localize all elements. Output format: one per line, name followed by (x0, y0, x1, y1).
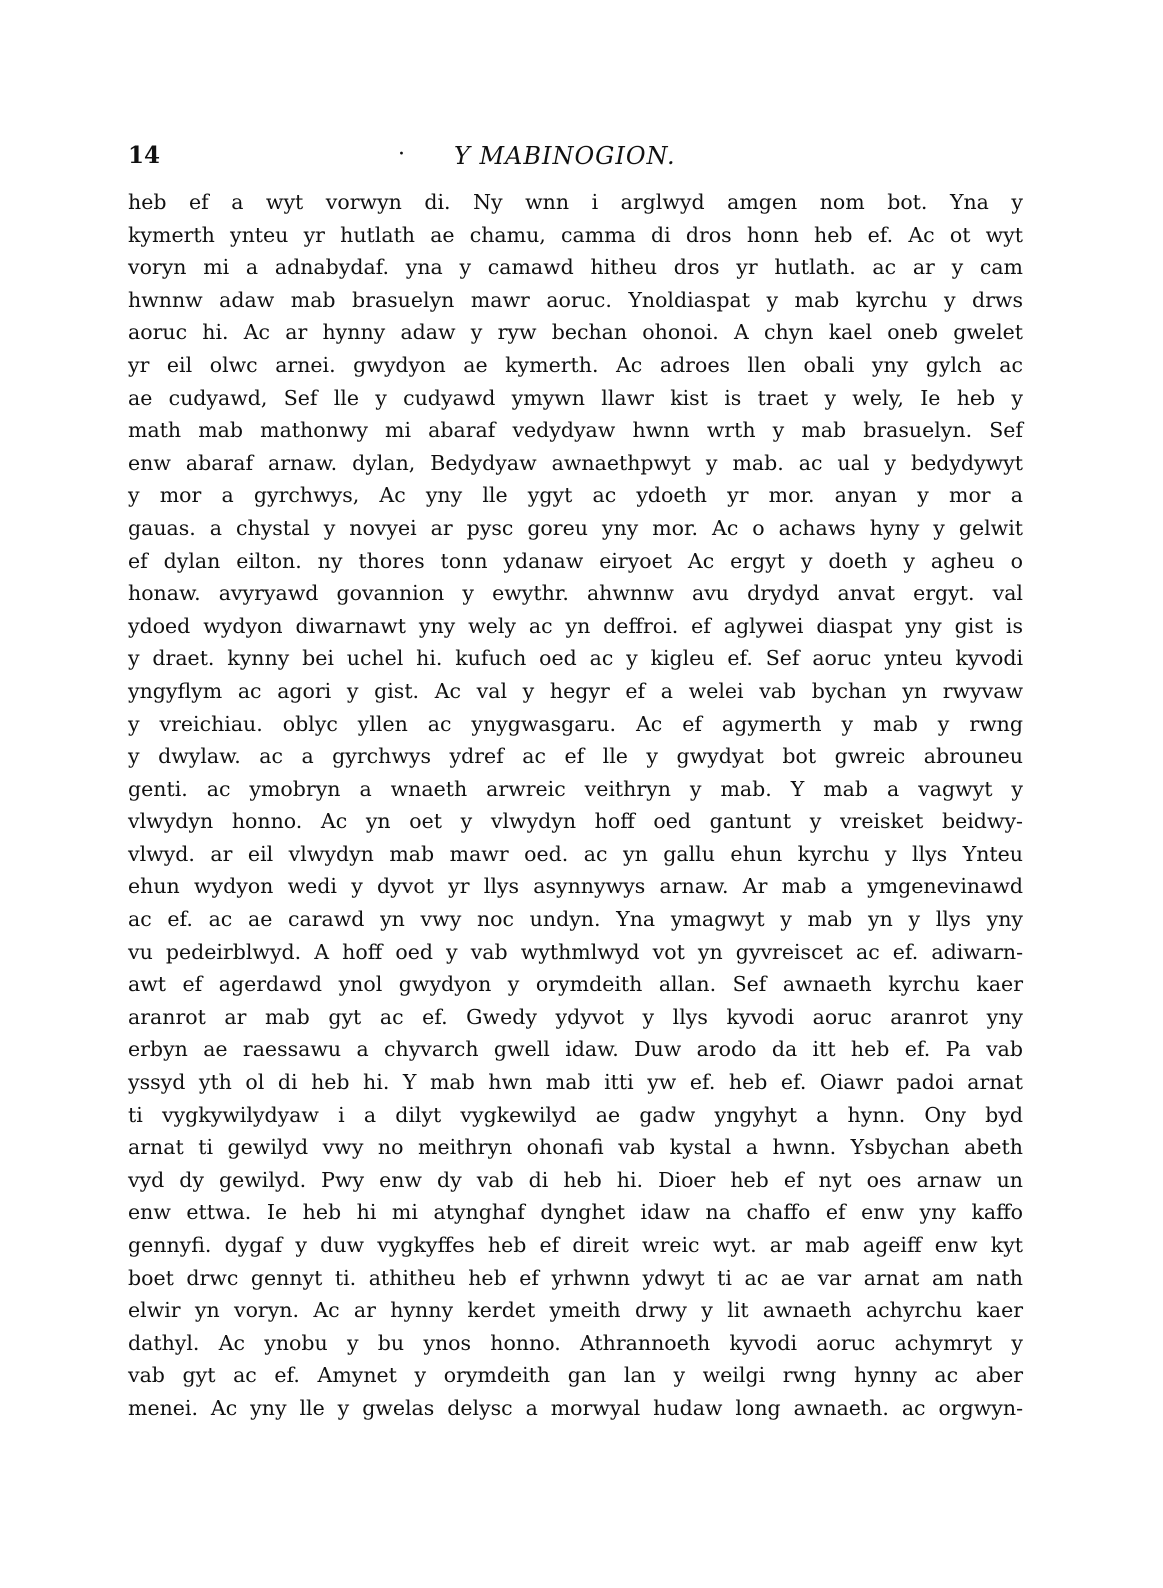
text-line: genti. ac ymobryn a wnaeth arwreic veithryn y mab. Y mab a vagwyt y (128, 776, 1023, 801)
text-line: gennyfi. dygaf y duw vygkyffes heb ef direit wreic wyt. ar mab ageiff enw kyt (128, 1233, 1023, 1257)
text-line: hwnnw adaw mab brasuelyn mawr aoruc. Ynoldiaspat y mab kyrchu y drws (128, 287, 1023, 312)
text-line: dathyl. Ac ynobu y bu ynos honno. Athrannoeth kyvodi aoruc achymryt y (128, 1330, 1023, 1355)
text-line: y draet. kynny bei uchel hi. kufuch oed ac y kigleu ef. Sef aoruc ynteu kyvodi (128, 646, 1023, 671)
text-line: gauas. a chystal y novyei ar pysc goreu yny mor. Ac o achaws hyny y gelwit (128, 515, 1023, 540)
text-line: voryn mi a adnabydaf. yna y camawd hitheu dros yr hutlath. ac ar y cam (128, 255, 1023, 280)
text-line: enw abaraf arnaw. dylan, Bedydyaw awnaethpwyt y mab. ac ual y bedydywyt (128, 450, 1023, 475)
text-line: aoruc hi. Ac ar hynny adaw y ryw bechan ohonoi. A chyn kael oneb gwelet (128, 320, 1023, 345)
text-line: arnat ti gewilyd vwy no meithryn ohonafi vab kystal a hwnn. Ysbychan abeth (128, 1135, 1023, 1160)
text-line: y vreichiau. oblyc yllen ac ynygwasgaru. Ac ef agymerth y mab y rwng (128, 711, 1023, 736)
text-line: vlwyd. ar eil vlwydyn mab mawr oed. ac yn gallu ehun kyrchu y llys Ynteu (128, 841, 1023, 866)
text-line: vu pedeirblwyd. A hoff oed y vab wythmlwyd vot yn gyvreiscet ac ef. adiwarn- (128, 939, 1023, 964)
text-line: vlwydyn honno. Ac yn oet y vlwydyn hoff oed gantunt y vreisket beidwy- (128, 809, 1023, 834)
text-line: heb ef a wyt vorwyn di. Ny wnn i arglwyd amgen nom bot. Yna y (128, 190, 1023, 214)
text-line: yr eil olwc arnei. gwydyon ae kymerth. Ac adroes llen obali yny gylch ac (128, 352, 1023, 377)
text-line: ae cudyawd, Sef lle y cudyawd ymywn llawr kist is traet y wely, Ie heb y (128, 385, 1023, 410)
text-line: enw ettwa. Ie heb hi mi atynghaf dynghet idaw na chaffo ef enw yny kaffo (128, 1200, 1023, 1225)
text-line: y dwylaw. ac a gyrchwys ydref ac ef lle y gwydyat bot gwreic abrouneu (128, 744, 1023, 769)
text-line: menei. Ac yny lle y gwelas delysc a morwyal hudaw long awnaeth. ac orgwyn- (128, 1395, 1023, 1420)
text-line: ef dylan eilton. ny thores tonn ydanaw eiryoet Ac ergyt y doeth y agheu o (128, 548, 1023, 573)
text-line: boet drwc gennyt ti. athitheu heb ef yrhwnn ydwyt ti ac ae var arnat am nath (128, 1265, 1023, 1290)
text-line: ac ef. ac ae carawd yn vwy noc undyn. Yna ymagwyt y mab yn y llys yny (128, 907, 1023, 932)
text-line: kymerth ynteu yr hutlath ae chamu, camma di dros honn heb ef. Ac ot wyt (128, 222, 1023, 247)
text-line: honaw. avyryawd govannion y ewythr. ahwnnw avu drydyd anvat ergyt. val (128, 581, 1023, 606)
text-line: vyd dy gewilyd. Pwy enw dy vab di heb hi. Dioer heb ef nyt oes arnaw un (128, 1167, 1023, 1192)
body-text (128, 186, 1023, 1425)
text-line: yngyflym ac agori y gist. Ac val y hegyr ef a welei vab bychan yn rwyvaw (128, 678, 1023, 703)
text-line: vab gyt ac ef. Amynet y orymdeith gan lan y weilgi rwng hynny ac aber (128, 1363, 1023, 1388)
text-line: ydoed wydyon diwarnawt yny wely ac yn deffroi. ef aglywei diaspat yny gist is (128, 613, 1023, 638)
text-line: y mor a gyrchwys, Ac yny lle ygyt ac ydoeth yr mor. anyan y mor a (128, 483, 1023, 508)
text-line: erbyn ae raessawu a chyvarch gwell idaw. Duw arodo da itt heb ef. Pa vab (128, 1037, 1023, 1062)
page-header (128, 142, 1023, 178)
text-line: math mab mathonwy mi abaraf vedydyaw hwnn wrth y mab brasuelyn. Sef (128, 418, 1023, 443)
header-dot: · (398, 142, 405, 167)
text-line: yssyd yth ol di heb hi. Y mab hwn mab itti yw ef. heb ef. Oiawr padoi arnat (128, 1070, 1023, 1095)
text-line: ti vygkywilydyaw i a dilyt vygkewilyd ae gadw yngyhyt a hynn. Ony byd (128, 1102, 1023, 1127)
running-title: Y MABINOGION. (454, 142, 676, 170)
text-line: awt ef agerdawd ynol gwydyon y orymdeith allan. Sef awnaeth kyrchu kaer (128, 972, 1023, 997)
text-line: aranrot ar mab gyt ac ef. Gwedy ydyvot y llys kyvodi aoruc aranrot yny (128, 1004, 1023, 1029)
page-number: 14 (128, 142, 161, 169)
text-line: elwir yn voryn. Ac ar hynny kerdet ymeith drwy y lit awnaeth achyrchu kaer (128, 1298, 1023, 1323)
text-line: ehun wydyon wedi y dyvot yr llys asynnywys arnaw. Ar mab a ymgenevinawd (128, 874, 1023, 899)
